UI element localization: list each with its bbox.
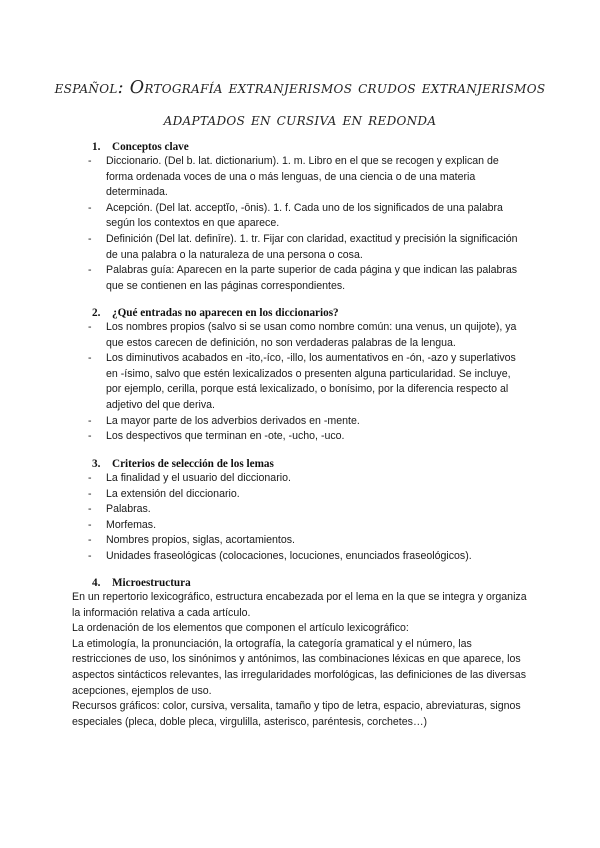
paragraph: Recursos gráficos: color, cursiva, versalita, tamaño y tipo de letra, espacio, abreviaturas, signos especiales (pleca, doble pleca, virgulilla, asterisco, paréntesis, corchetes…) (72, 700, 521, 728)
section-number: 2. (92, 307, 101, 319)
page-title: español: Ortografía extranjerismos crudos extranjerismos adaptados en cursiva en redonda (54, 78, 546, 130)
selection-criteria-list (88, 471, 528, 565)
paragraph: La ordenación de los elementos que componen el artículo lexicográfico: (72, 622, 409, 635)
paragraph: En un repertorio lexicográfico, estructura encabezada por el lema en la que se integra y organiza la información relativa a cada artículo. (72, 591, 527, 619)
list-item: - Los diminutivos acabados en -ito,-íco, -illo, los aumentativos en -ón, -azo y superlativos en -ísimo, salvo que estén lexicalizados o presenten alguna particularidad. Se incluye, por ejemplo, cerilla, porque está lexicalizado, o bonísimo, por la diferencia respecto al adjetivo del que deriva. (88, 351, 528, 413)
section-title: Conceptos clave (112, 141, 189, 153)
list-item: - Palabras. (88, 502, 528, 518)
list-item: - La finalidad y el usuario del diccionario. (88, 471, 528, 487)
concepts-list (88, 154, 528, 294)
list-item: - Palabras guía: Aparecen en la parte superior de cada página y que indican las palabras que se contienen en las páginas correspondientes. (88, 263, 528, 294)
list-item: - La mayor parte de los adverbios derivados en -mente. (88, 414, 528, 430)
section-title: ¿Qué entradas no aparecen en los diccionarios? (112, 307, 339, 319)
section-title: Criterios de selección de los lemas (112, 458, 274, 470)
list-item: - Los nombres propios (salvo si se usan como nombre común: una venus, un quijote), ya que estos carecen de definición, no son verdaderas palabras de la lengua. (88, 320, 528, 351)
excluded-entries-list (88, 320, 528, 445)
paragraph: La etimología, la pronunciación, la ortografía, la categoría gramatical y el número, las restricciones de uso, los sinónimos y antónimos, las combinaciones léxicas en que aparece, los aspectos sintácticos relevantes, las irregularidades morfológicas, las definiciones de las diversas acepciones, ejemplos de uso. (72, 637, 526, 697)
section-heading-2 (92, 305, 339, 321)
microstructure-body (72, 590, 532, 730)
section-title: Microestructura (112, 577, 191, 589)
section-number: 4. (92, 577, 101, 589)
list-item: - La extensión del diccionario. (88, 487, 528, 503)
list-item: - Diccionario. (Del b. lat. dictionarium). 1. m. Libro en el que se recogen y explican de forma ordenada voces de una o más lenguas, de una ciencia o de una materia determinada. (88, 154, 528, 201)
section-heading-1 (92, 139, 189, 155)
list-item: - Definición (Del lat. definīre). 1. tr. Fijar con claridad, exactitud y precisión la significación de una palabra o la naturaleza de una persona o cosa. (88, 232, 528, 263)
list-item: - Los despectivos que terminan en -ote, -ucho, -uco. (88, 429, 528, 445)
list-item: - Acepción. (Del lat. acceptĭo, -ōnis). 1. f. Cada uno de los significados de una palabra según los contextos en que aparece. (88, 201, 528, 232)
section-heading-3 (92, 456, 274, 472)
section-heading-4 (92, 575, 191, 591)
section-number: 1. (92, 141, 101, 153)
list-item: - Unidades fraseológicas (colocaciones, locuciones, enunciados fraseológicos). (88, 549, 528, 565)
list-item: - Nombres propios, siglas, acortamientos. (88, 533, 528, 549)
list-item: - Morfemas. (88, 518, 528, 534)
section-number: 3. (92, 458, 101, 470)
